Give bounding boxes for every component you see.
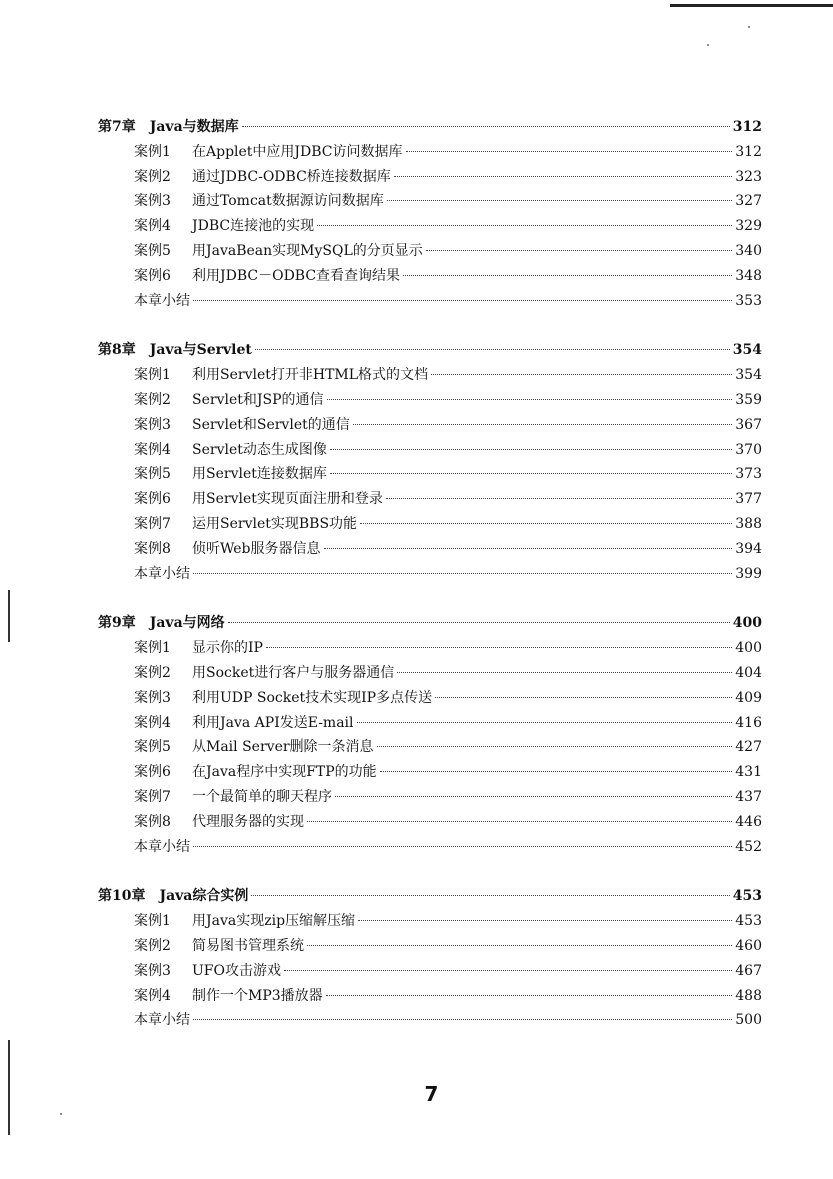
case-title: UFO攻击游戏 [192,962,281,979]
toc-case-entry [98,984,762,1009]
summary-page: 452 [735,838,762,855]
case-title: 显示你的IP [192,640,263,657]
chapter-heading [98,884,762,909]
case-number: 案例2 [134,391,171,408]
case-title: 利用JDBC－ODBC查看查询结果 [192,267,401,284]
dot-leader [380,771,733,772]
chapter-title: 第9章 Java与网络 [98,615,225,632]
dot-leader [353,424,733,425]
toc-chapter [98,611,762,859]
dot-leader [307,945,732,946]
case-number: 案例2 [134,168,171,185]
dot-leader [360,523,732,524]
case-title: 从Mail Server删除一条消息 [192,739,374,756]
chapter-summary-entry [98,835,762,860]
case-number: 案例5 [134,466,171,483]
case-page: 327 [735,193,762,210]
dot-leader [426,250,733,251]
toc-case-entry [98,959,762,984]
case-title: 利用UDP Socket技术实现IP多点传送 [192,689,433,706]
dot-leader [284,970,732,971]
toc-case-entry [98,363,762,388]
summary-title: 本章小结 [134,565,190,582]
case-page: 312 [735,143,762,160]
toc-case-entry [98,735,762,760]
case-number: 案例3 [134,416,171,433]
toc-chapter [98,884,762,1033]
dot-leader [406,151,733,152]
dot-leader [324,548,733,549]
case-title: 简易图书管理系统 [192,937,304,954]
case-number: 案例1 [134,143,171,160]
dot-leader [193,846,732,847]
chapter-heading [98,115,762,140]
case-page: 329 [735,218,762,235]
chapter-title: 第10章 Java综合实例 [98,888,249,905]
summary-page: 353 [735,292,762,309]
case-title: 代理服务器的实现 [192,813,304,830]
case-title: 利用Java API发送E-mail [192,714,354,731]
case-number: 案例4 [134,441,171,458]
toc-case-entry [98,214,762,239]
dot-leader [386,498,732,499]
toc-case-entry [98,388,762,413]
case-number: 案例2 [134,937,171,954]
case-page: 416 [735,714,762,731]
case-title: 侦听Web服务器信息 [192,540,321,557]
toc-chapter [98,115,762,313]
dot-leader [193,1019,732,1020]
toc-case-entry [98,636,762,661]
case-number: 案例7 [134,788,171,805]
toc-case-entry [98,264,762,289]
case-title: 用Java实现zip压缩解压缩 [192,913,356,930]
toc-case-entry [98,909,762,934]
case-page: 400 [735,640,762,657]
toc-case-entry [98,686,762,711]
case-title: 用Servlet连接数据库 [192,466,327,483]
case-page: 348 [735,267,762,284]
case-title: Servlet动态生成图像 [192,441,327,458]
dot-leader [403,275,732,276]
scan-speck [60,1113,62,1115]
case-page: 437 [735,788,762,805]
case-page: 404 [735,664,762,681]
dot-leader [228,622,730,623]
chapter-page: 400 [732,615,762,632]
toc-case-entry [98,165,762,190]
toc-case-entry [98,487,762,512]
toc-case-entry [98,413,762,438]
case-number: 案例2 [134,664,171,681]
summary-title: 本章小结 [134,838,190,855]
case-number: 案例7 [134,515,171,532]
toc-case-entry [98,239,762,264]
toc-case-entry [98,438,762,463]
case-number: 案例4 [134,714,171,731]
case-page: 377 [735,491,762,508]
toc-case-entry [98,661,762,686]
dot-leader [242,126,730,127]
summary-page: 500 [735,1012,762,1029]
toc-case-entry [98,760,762,785]
scan-speck [748,26,750,28]
summary-title: 本章小结 [134,292,190,309]
chapter-page: 453 [732,888,762,905]
toc-case-entry [98,785,762,810]
chapter-summary-entry [98,562,762,587]
case-page: 427 [735,739,762,756]
case-number: 案例5 [134,739,171,756]
case-title: 用Servlet实现页面注册和登录 [192,491,383,508]
dot-leader [317,225,732,226]
toc-case-entry [98,512,762,537]
case-number: 案例1 [134,640,171,657]
dot-leader [435,697,732,698]
case-number: 案例6 [134,267,171,284]
case-page: 409 [735,689,762,706]
case-page: 388 [735,515,762,532]
dot-leader [327,399,733,400]
dot-leader [266,647,732,648]
case-page: 354 [735,367,762,384]
dot-leader [307,821,732,822]
case-page: 373 [735,466,762,483]
dot-leader [397,672,732,673]
dot-leader [387,200,732,201]
case-page: 370 [735,441,762,458]
case-number: 案例5 [134,242,171,259]
case-page: 460 [735,937,762,954]
dot-leader [357,722,733,723]
case-number: 案例8 [134,813,171,830]
table-of-contents [98,115,762,1058]
case-page: 323 [735,168,762,185]
case-number: 案例1 [134,367,171,384]
dot-leader [335,796,732,797]
chapter-summary-entry [98,1008,762,1033]
toc-case-entry [98,537,762,562]
case-title: 用Socket进行客户与服务器通信 [192,664,395,681]
dot-leader [326,995,733,996]
case-page: 446 [735,813,762,830]
case-title: 通过Tomcat数据源访问数据库 [192,193,384,210]
dot-leader [330,473,732,474]
case-number: 案例6 [134,491,171,508]
toc-case-entry [98,810,762,835]
dot-leader [358,920,732,921]
case-title: 用JavaBean实现MySQL的分页显示 [192,242,423,259]
toc-chapter [98,338,762,586]
case-title: 在Java程序中实现FTP的功能 [192,764,377,781]
scan-edge-line [670,4,833,7]
chapter-heading [98,338,762,363]
case-number: 案例3 [134,193,171,210]
dot-leader [255,349,730,350]
dot-leader [394,176,732,177]
case-page: 359 [735,391,762,408]
page-number: 7 [424,1082,439,1106]
toc-case-entry [98,934,762,959]
case-title: 利用Servlet打开非HTML格式的文档 [192,367,429,384]
scan-speck [707,44,709,46]
dot-leader [193,300,732,301]
summary-page: 399 [735,565,762,582]
chapter-page: 312 [732,119,762,135]
case-title: 运用Servlet实现BBS功能 [192,515,358,532]
dot-leader [251,895,729,896]
case-number: 案例8 [134,540,171,557]
case-page: 467 [735,962,762,979]
case-number: 案例6 [134,764,171,781]
case-number: 案例3 [134,689,171,706]
case-page: 394 [735,540,762,557]
summary-title: 本章小结 [134,1012,190,1029]
case-number: 案例1 [134,913,171,930]
toc-case-entry [98,140,762,165]
case-page: 488 [735,987,762,1004]
toc-case-entry [98,462,762,487]
toc-case-entry [98,189,762,214]
case-page: 340 [735,242,762,259]
chapter-title: 第7章 Java与数据库 [98,119,239,135]
case-title: 一个最简单的聊天程序 [192,788,332,805]
case-page: 453 [735,913,762,930]
dot-leader [431,374,732,375]
toc-case-entry [98,711,762,736]
scan-margin-line [8,590,10,642]
case-title: 通过JDBC-ODBC桥连接数据库 [192,168,391,185]
case-title: 制作一个MP3播放器 [192,987,323,1004]
case-page: 367 [735,416,762,433]
case-title: JDBC连接池的实现 [192,218,315,235]
case-number: 案例3 [134,962,171,979]
case-title: Servlet和Servlet的通信 [192,416,350,433]
case-number: 案例4 [134,987,171,1004]
dot-leader [377,746,733,747]
case-title: 在Applet中应用JDBC访问数据库 [192,143,403,160]
chapter-title: 第8章 Java与Servlet [98,342,252,359]
dot-leader [193,573,732,574]
case-title: Servlet和JSP的通信 [192,391,324,408]
chapter-heading [98,611,762,636]
case-number: 案例4 [134,218,171,235]
chapter-summary-entry [98,289,762,314]
case-page: 431 [735,764,762,781]
dot-leader [330,449,732,450]
chapter-page: 354 [732,342,762,359]
